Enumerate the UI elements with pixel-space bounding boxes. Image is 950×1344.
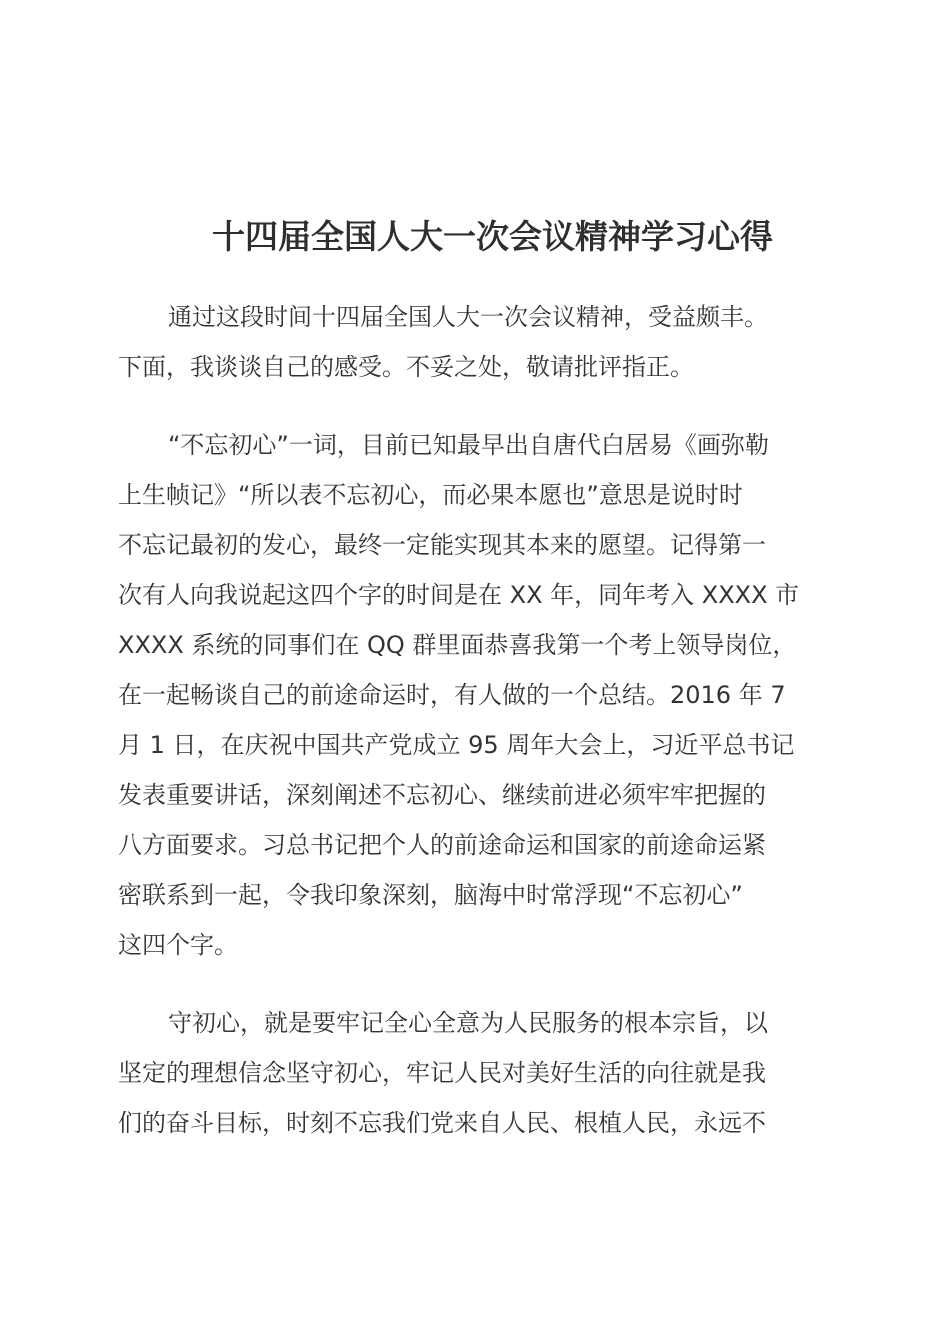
paragraph-line: 上生帧记》“所以表不忘初心，而必果本愿也”意思是说时时 xyxy=(118,481,743,509)
paragraph-line: “不忘初心”一词，目前已知最早出自唐代白居易《画弥勒 xyxy=(168,431,769,459)
paragraph-2 xyxy=(118,420,834,970)
paragraph-line: 月 1 日，在庆祝中国共产党成立 95 周年大会上，习近平总书记 xyxy=(118,731,795,759)
document-title: 十四届全国人大一次会议精神学习心得 xyxy=(212,217,773,256)
paragraph-line: 下面，我谈谈自己的感受。不妥之处，敬请批评指正。 xyxy=(118,353,694,381)
paragraph-line: 密联系到一起，令我印象深刻，脑海中时常浮现“不忘初心” xyxy=(118,881,743,909)
paragraph-line: 这四个字。 xyxy=(118,931,238,959)
paragraph-line: XXXX 系统的同事们在 QQ 群里面恭喜我第一个考上领导岗位， xyxy=(118,631,797,659)
paragraph-line: 通过这段时间十四届全国人大一次会议精神，受益颇丰。 xyxy=(168,303,768,331)
paragraph-line: 发表重要讲话，深刻阐述不忘初心、继续前进必须牢牢把握的 xyxy=(118,781,766,809)
paragraph-line: 八方面要求。习总书记把个人的前途命运和国家的前途命运紧 xyxy=(118,831,766,859)
paragraph-line: 在一起畅谈自己的前途命运时，有人做的一个总结。2016 年 7 xyxy=(118,681,786,709)
paragraph-line: 坚定的理想信念坚守初心，牢记人民对美好生活的向往就是我 xyxy=(118,1059,766,1087)
paragraph-1 xyxy=(118,292,834,392)
paragraph-line: 守初心，就是要牢记全心全意为人民服务的根本宗旨，以 xyxy=(168,1009,768,1037)
paragraph-3 xyxy=(118,998,834,1148)
paragraph-line: 次有人向我说起这四个字的时间是在 XX 年，同年考入 XXXX 市 xyxy=(118,581,800,609)
paragraph-line: 们的奋斗目标，时刻不忘我们党来自人民、根植人民，永远不 xyxy=(118,1109,766,1137)
paragraph-line: 不忘记最初的发心，最终一定能实现其本来的愿望。记得第一 xyxy=(118,531,766,559)
